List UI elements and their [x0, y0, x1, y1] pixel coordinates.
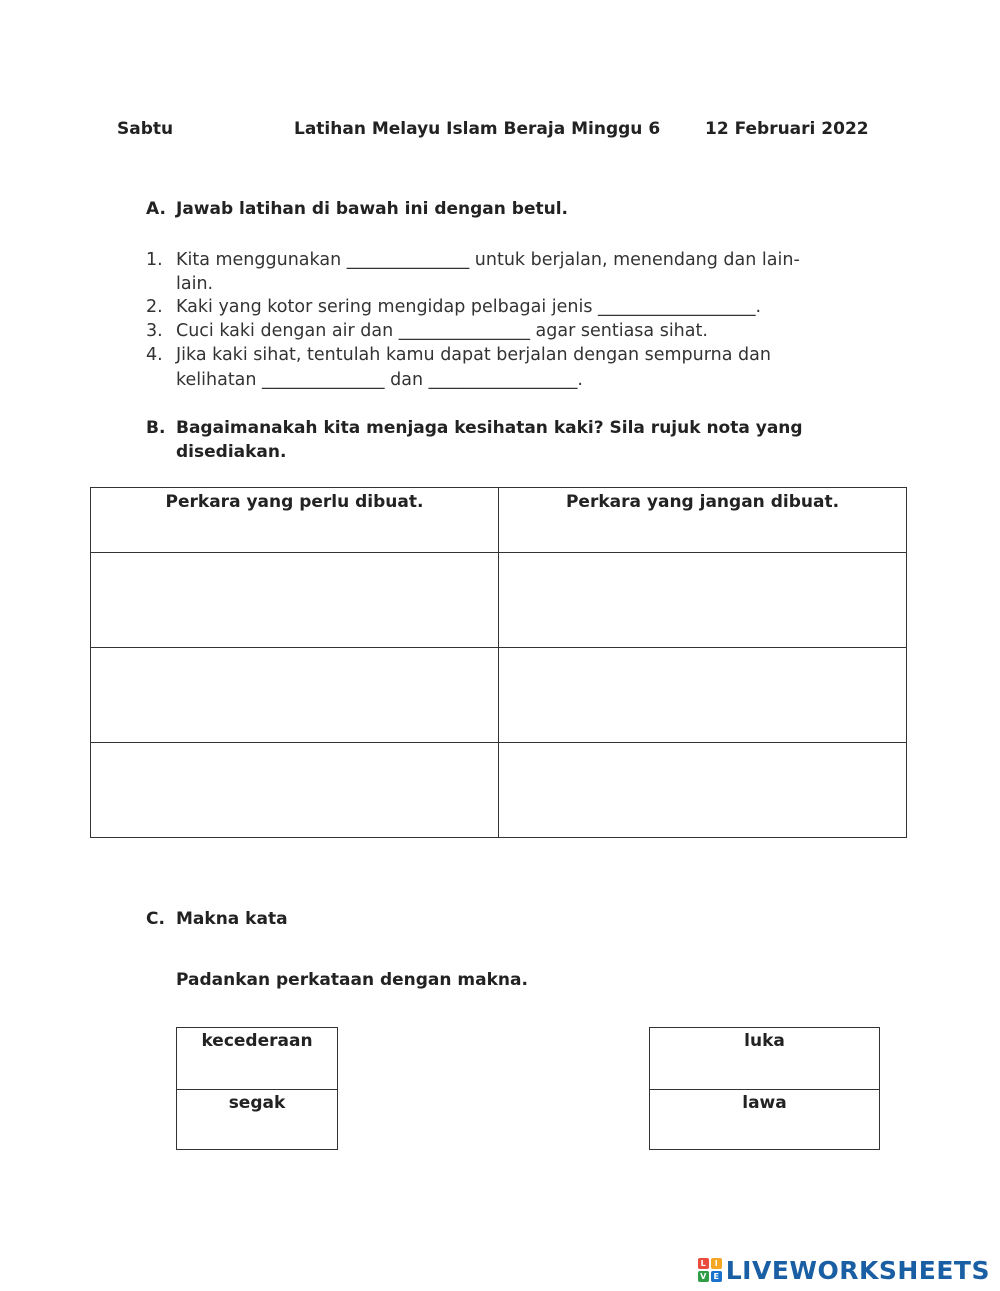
question-4-number: 4. — [146, 345, 163, 365]
liveworksheets-logo — [698, 1256, 990, 1284]
section-b-heading-cont: disediakan. — [176, 442, 287, 462]
question-2-number: 2. — [146, 297, 163, 317]
day-label: Sabtu — [117, 119, 174, 139]
question-1-number: 1. — [146, 250, 163, 270]
question-1-text: Kita menggunakan ______________ untuk berjalan, menendang dan lain- — [176, 250, 800, 270]
section-c-label: C. — [146, 909, 165, 929]
section-a-heading: Jawab latihan di bawah ini dengan betul. — [176, 199, 569, 219]
word-segak[interactable]: segak — [177, 1089, 337, 1150]
answer-cell-dont-3[interactable] — [499, 743, 907, 838]
table-header-row — [91, 488, 907, 553]
left-word-box — [176, 1027, 338, 1150]
right-meaning-box — [649, 1027, 880, 1150]
answer-cell-do-1[interactable] — [91, 553, 499, 648]
meaning-lawa[interactable]: lawa — [650, 1089, 879, 1150]
care-table — [90, 487, 907, 838]
section-a-label: A. — [146, 199, 166, 219]
logo-tile-3: E — [711, 1271, 722, 1282]
meaning-luka[interactable]: luka — [744, 1031, 785, 1051]
answer-cell-dont-1[interactable] — [499, 553, 907, 648]
answer-cell-do-3[interactable] — [91, 743, 499, 838]
question-2-text: Kaki yang kotor sering mengidap pelbagai jenis __________________. — [176, 297, 762, 317]
answer-cell-do-2[interactable] — [91, 648, 499, 743]
matching-instruction: Padankan perkataan dengan makna. — [176, 970, 528, 990]
liveworksheets-mark-icon — [698, 1258, 722, 1282]
question-3-text: Cuci kaki dengan air dan _______________ agar sentiasa sihat. — [176, 321, 708, 341]
table-row — [91, 553, 907, 648]
column-header-dont: Perkara yang jangan dibuat. — [499, 488, 907, 553]
table-row — [91, 648, 907, 743]
word-kecederaan[interactable]: kecederaan — [201, 1031, 313, 1051]
table-row — [91, 743, 907, 838]
logo-tile-2: V — [698, 1271, 709, 1282]
date-label: 12 Februari 2022 — [705, 119, 869, 139]
question-3-number: 3. — [146, 321, 163, 341]
worksheet-title: Latihan Melayu Islam Beraja Minggu 6 — [294, 119, 661, 139]
section-b-heading: Bagaimanakah kita menjaga kesihatan kaki? Sila rujuk nota yang — [176, 418, 803, 438]
section-c-heading: Makna kata — [176, 909, 288, 929]
column-header-do: Perkara yang perlu dibuat. — [91, 488, 499, 553]
question-4-text: Jika kaki sihat, tentulah kamu dapat berjalan dengan sempurna dan — [176, 345, 771, 365]
section-b-label: B. — [146, 418, 166, 438]
logo-tile-0: L — [698, 1258, 709, 1269]
question-1-text-cont: lain. — [176, 274, 214, 294]
answer-cell-dont-2[interactable] — [499, 648, 907, 743]
brand-name: LIVEWORKSHEETS — [725, 1255, 990, 1285]
question-4-text-cont: kelihatan ______________ dan _________________. — [176, 370, 583, 390]
logo-tile-1: I — [711, 1258, 722, 1269]
